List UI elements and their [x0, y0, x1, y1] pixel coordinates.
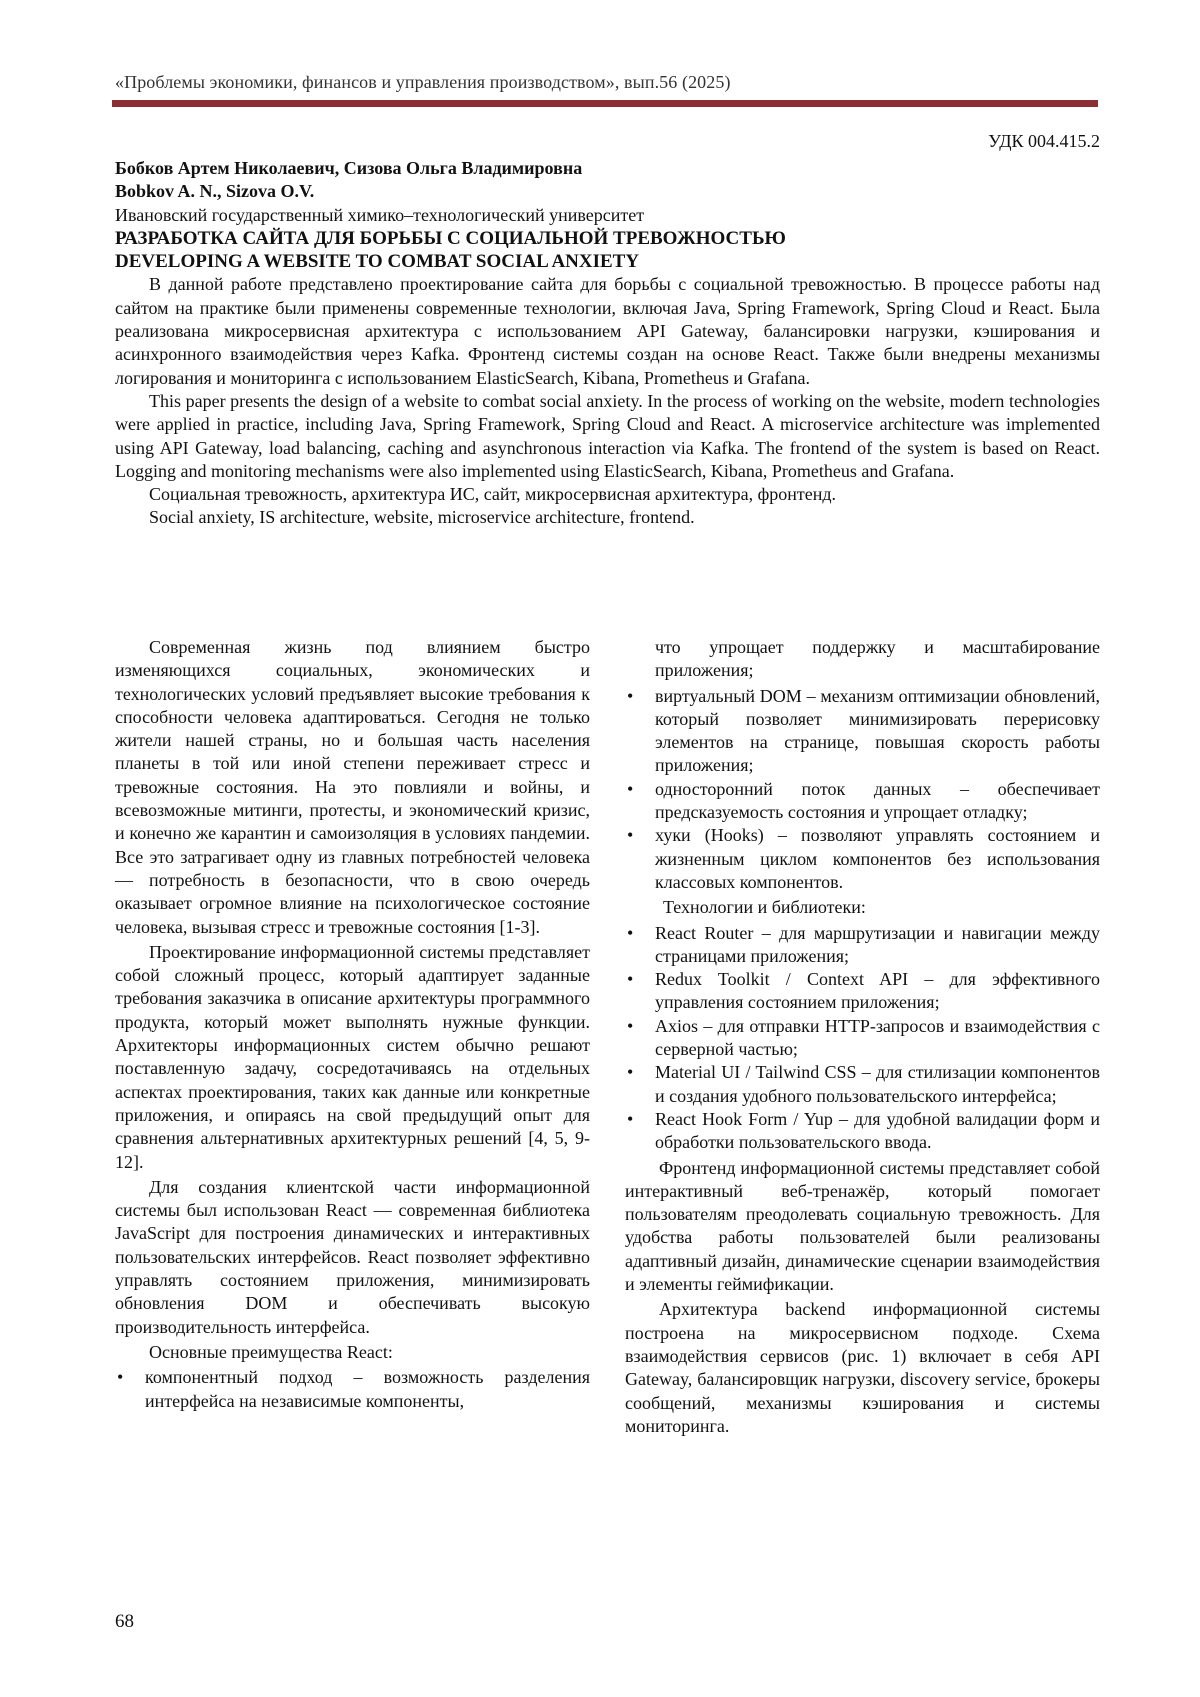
authors-ru: Бобков Артем Николаевич, Сизова Ольга Владимировна [115, 158, 583, 178]
body-paragraph: Архитектура backend информационной системы построена на микросервисном подходе. Схема взаимодействия сервисов (рис. 1) включает в себя API Gateway, балансировщик нагрузки, discovery service, брокеры сообщений, механизмы кэширования и системы мониторинга. [625, 1299, 1100, 1436]
list-continuation: что упрощает поддержку и масштабирование приложения; [655, 637, 1100, 681]
right-column [625, 636, 1100, 1440]
body-paragraph: Фронтенд информационной системы представляет собой интерактивный веб-тренажёр, который помогает пользователям преодолевать социальную тревожность. Для удобства работы пользователей были реализованы адаптивный дизайн, динамические сценарии взаимодействия и элементы геймификации. [625, 1157, 1100, 1295]
react-advantages-list-cont [625, 685, 1100, 895]
list-item-text: виртуальный DOM – механизм оптимизации обновлений, который позволяет минимизировать перерисовку элементов на странице, повышая скорость работы приложения; [655, 685, 1100, 776]
bullet-icon: • [627, 685, 634, 706]
title-ru: РАЗРАБОТКА САЙТА ДЛЯ БОРЬБЫ С СОЦИАЛЬНОЙ ТРЕВОЖНОСТЬЮ [115, 227, 786, 249]
list-item [625, 778, 1100, 825]
bullet-icon: • [627, 969, 634, 990]
list-item-text: React Router – для маршрутизации и навигации между страницами приложения; [655, 922, 1100, 966]
abstract-en: This paper presents the design of a website to combat social anxiety. In the process of working on the website, modern technologies were applied in practice, including Java, Spring Framework, Spring Cloud and React. A microservice architecture was implemented using API Gateway, load balancing, caching and asynchronous interaction via Kafka. The frontend of the system is based on React. Logging and monitoring mechanisms were also implemented using ElasticSearch, Kibana, Prometheus and Grafana. [115, 390, 1100, 481]
list-item-text: React Hook Form / Yup – для удобной валидации форм и обработки пользовательского ввода. [655, 1108, 1100, 1153]
list-item-text: компонентный подход – возможность разделения интерфейса на независимые компоненты, [145, 1367, 590, 1411]
body-paragraph: Современная жизнь под влиянием быстро изменяющихся социальных, экономических и технологических условий предъявляет высокие требования к способности человека адаптироваться. Сегодня не только жители нашей страны, но и большая часть населения планеты в той или иной степени переживает стресс и тревожные состояния. На это повлияли и войны, и всевозможные митинги, протесты, и экономический кризис, и конечно же карантин и самоизоляция в условиях пандемии. Все это затрагивает одну из главных потребностей человека — потребность в безопасности, что в свою очередь оказывает огромное влияние на психологическое состояние человека, вызывая стресс и тревожные состояния [1-3]. [115, 637, 590, 937]
list-item [625, 968, 1100, 1015]
list-item-text: хуки (Hooks) – позволяют управлять состоянием и жизненным циклом компонентов без использования классовых компонентов. [655, 825, 1100, 892]
list-item-text: Material UI / Tailwind CSS – для стилизации компонентов и создания удобного пользовательского интерфейса; [655, 1062, 1100, 1106]
keywords-ru: Социальная тревожность, архитектура ИС, сайт, микросервисная архитектура, фронтенд. [149, 484, 837, 505]
keywords-en: Social anxiety, IS architecture, website, microservice architecture, frontend. [149, 507, 695, 528]
list-item-text: Axios – для отправки HTTP-запросов и взаимодействия с серверной частью; [655, 1015, 1100, 1060]
bullet-icon: • [627, 1108, 634, 1129]
title-en: DEVELOPING A WEBSITE TO COMBAT SOCIAL ANXIETY [115, 251, 640, 273]
abstract [115, 273, 1100, 483]
bullet-icon: • [627, 778, 634, 799]
list-item [625, 1061, 1100, 1108]
journal-header: «Проблемы экономики, финансов и управления производством», вып.56 (2025) [115, 72, 731, 92]
tech-libraries-list [625, 922, 1100, 1155]
list-heading: Основные преимущества React: [149, 1341, 393, 1362]
body-paragraph: Для создания клиентской части информационной системы был использован React — современная библиотека JavaScript для построения динамических и интерактивных пользовательских интерфейсов. React позволяет эффективно управлять состоянием приложения, минимизировать обновления DOM и обеспечивать высокую производительность интерфейса. [115, 1176, 590, 1337]
list-item [625, 824, 1100, 894]
header-rule [112, 100, 1098, 107]
list-item [625, 922, 1100, 969]
body-paragraph: Проектирование информационной системы представляет собой сложный процесс, который адаптирует заданные требования заказчика в описание архитектуры программного продукта, который может выполнять нужные функции. Архитекторы информационных систем обычно решают поставленную задачу, сосредотачиваясь на отдельных аспектах проектирования, таких как данные или конкретные приложения, и опираясь на свой предыдущий опыт для сравнения альтернативных архитектурных решений [4, 5, 9-12]. [115, 941, 590, 1172]
list-item-text: односторонний поток данных – обеспечивает предсказуемость состояния и упрощает отладку; [655, 778, 1100, 823]
list-item [115, 1366, 590, 1413]
bullet-icon: • [627, 825, 634, 846]
react-advantages-list [115, 1366, 590, 1413]
list-item [625, 685, 1100, 778]
bullet-icon: • [627, 1015, 634, 1036]
abstract-ru: В данной работе представлено проектирование сайта для борьбы с социальной тревожностью. В процессе работы над сайтом на практике были применены современные технологии, включая Java, Spring Framework, Spring Cloud и React. Была реализована микросервисная архитектура с использованием API Gateway, балансировки нагрузки, кэширования и асинхронного взаимодействия через Kafka. Фронтенд системы создан на основе React. Также были внедрены механизмы логирования и мониторинга с использованием ElasticSearch, Kibana, Prometheus и Grafana. [115, 274, 1100, 388]
bullet-icon: • [627, 922, 634, 943]
list-item [625, 1108, 1100, 1155]
list-heading: Технологии и библиотеки: [663, 897, 866, 918]
udc-code: УДК 004.415.2 [988, 131, 1100, 151]
authors-en: Bobkov A. N., Sizova O.V. [115, 181, 315, 202]
affiliation: Ивановский государственный химико–технологический университет [115, 204, 645, 225]
page-number: 68 [115, 1611, 134, 1632]
front-matter [115, 157, 1100, 530]
bullet-icon: • [627, 1062, 634, 1083]
list-item [625, 1015, 1100, 1062]
bullet-icon: • [117, 1367, 124, 1388]
list-item-text: Redux Toolkit / Context API – для эффективного управления состоянием приложения; [655, 969, 1100, 1013]
left-column [115, 636, 590, 1415]
